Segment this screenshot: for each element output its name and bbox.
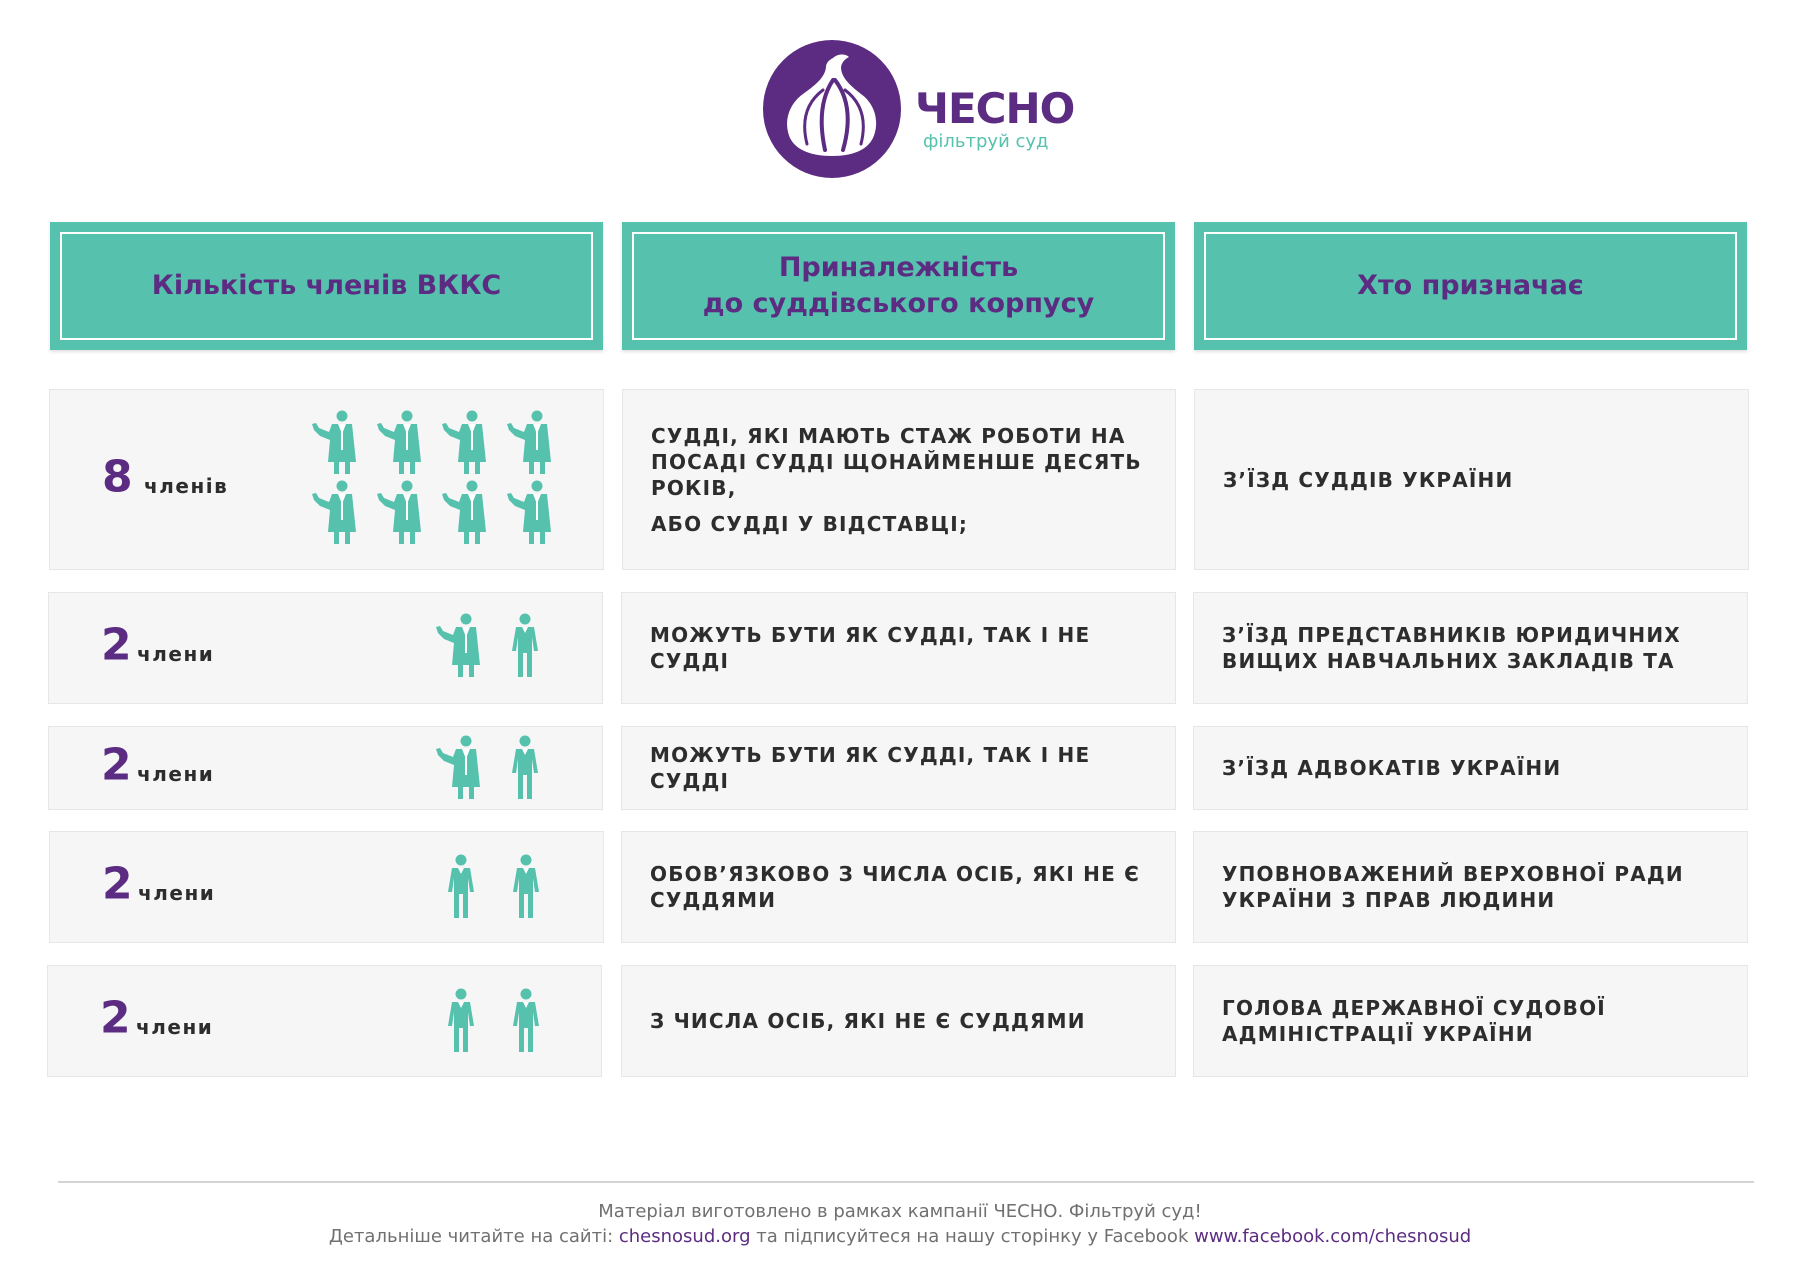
appointer-text: ГОЛОВА ДЕРЖАВНОЇ СУДОВОЇ АДМІНІСТРАЦІЇ УКРАЇНИ	[1222, 996, 1606, 1046]
member-count: 2	[102, 858, 133, 910]
row-5-appointer-cell	[1193, 965, 1748, 1077]
row-2-appointer-cell	[1193, 592, 1748, 704]
appointer-text: З’ЇЗД АДВОКАТІВ УКРАЇНИ	[1222, 756, 1562, 780]
member-count: 2	[100, 992, 131, 1044]
appointer-text: УПОВНОВАЖЕНИЙ ВЕРХОВНОЇ РАДИ УКРАЇНИ З ПРАВ ЛЮДИНИ	[1222, 862, 1684, 912]
membership-text: МОЖУТЬ БУТИ ЯК СУДДІ, ТАК І НЕ СУДДІ	[650, 623, 1091, 673]
member-count: 8	[102, 450, 133, 502]
row-1-appointer-cell	[1194, 389, 1749, 570]
appointer-text: З’ЇЗД СУДДІВ УКРАЇНИ	[1223, 467, 1514, 492]
footer-line-1	[0, 1203, 1800, 1221]
member-unit: члени	[137, 642, 215, 666]
member-unit: члени	[138, 881, 216, 905]
column-header-membership-line1: Приналежність	[778, 252, 1019, 283]
row-1-count-cell	[49, 389, 604, 570]
row-4-count-cell	[49, 831, 604, 943]
membership-text: ОБОВ’ЯЗКОВО З ЧИСЛА ОСІБ, ЯКІ НЕ Є СУДДЯМИ	[650, 862, 1140, 912]
row-2-icons	[434, 613, 584, 685]
member-unit: члени	[136, 1015, 214, 1039]
member-unit: членів	[144, 473, 229, 498]
footer-middle: та підписуйтеся на нашу сторінку у Facebook	[756, 1226, 1189, 1247]
row-2-count-cell	[48, 592, 603, 704]
member-unit: члени	[137, 762, 215, 786]
site-link[interactable]: chesnosud.org	[618, 1226, 751, 1247]
garlic-icon	[763, 40, 901, 178]
column-header-membership	[622, 222, 1175, 350]
row-3-icons	[434, 735, 584, 803]
column-header-appointer: Хто призначає	[1194, 222, 1747, 350]
row-4-appointer-cell	[1193, 831, 1748, 943]
member-count: 2	[101, 619, 132, 671]
facebook-link[interactable]: www.facebook.com/chesnosud	[1194, 1226, 1472, 1247]
row-1-icons	[310, 410, 590, 550]
membership-text: МОЖУТЬ БУТИ ЯК СУДДІ, ТАК І НЕ СУДДІ	[650, 743, 1091, 793]
brand-name: ЧЕСНО	[915, 84, 1075, 133]
membership-text-2: АБО СУДДІ У ВІДСТАВЦІ;	[651, 511, 969, 536]
row-1-membership-cell	[622, 389, 1176, 570]
membership-text: СУДДІ, ЯКІ МАЮТЬ СТАЖ РОБОТИ НА ПОСАДІ СУДДІ ЩОНАЙМЕНШЕ ДЕСЯТЬ РОКІВ,	[651, 423, 1142, 500]
footer-text: Матеріал виготовлено в рамках кампанії ЧЕСНО. Фільтруй суд!	[598, 1201, 1202, 1222]
row-5-count-cell	[47, 965, 602, 1077]
row-4-icons	[435, 854, 585, 924]
row-3-appointer-cell	[1193, 726, 1748, 810]
footer-prefix: Детальніше читайте на сайті:	[328, 1226, 614, 1247]
row-4-membership-cell	[621, 831, 1176, 943]
member-count: 2	[101, 739, 132, 791]
column-header-membership-line2: до суддівського корпусу	[702, 288, 1095, 319]
row-5-icons	[435, 988, 585, 1058]
brand-tagline: фільтруй суд	[923, 131, 1049, 152]
membership-text: З ЧИСЛА ОСІБ, ЯКІ НЕ Є СУДДЯМИ	[650, 1009, 1086, 1033]
row-5-membership-cell	[621, 965, 1176, 1077]
row-3-membership-cell	[621, 726, 1176, 810]
row-3-count-cell	[48, 726, 603, 810]
footer-line-2	[0, 1228, 1800, 1246]
column-header-count: Кількість членів ВККС	[50, 222, 603, 350]
footer-divider	[58, 1181, 1754, 1183]
row-2-membership-cell	[621, 592, 1176, 704]
appointer-text: З’ЇЗД ПРЕДСТАВНИКІВ ЮРИДИЧНИХ ВИЩИХ НАВЧАЛЬНИХ ЗАКЛАДІВ ТА	[1222, 623, 1681, 673]
logo	[763, 40, 1083, 180]
